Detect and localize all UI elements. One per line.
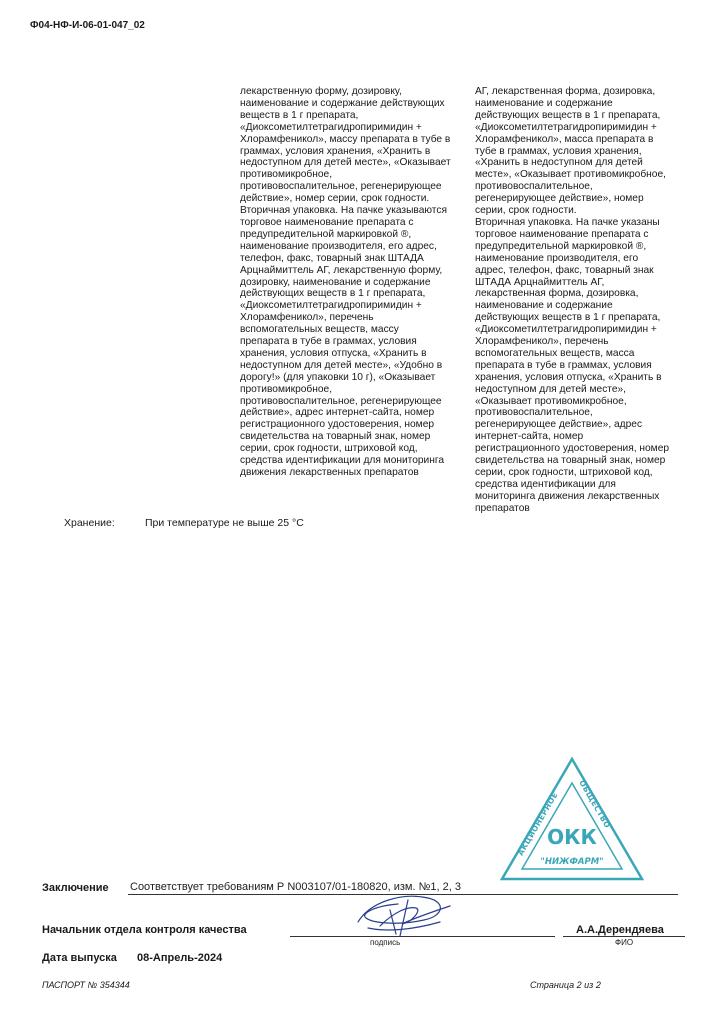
text-line: граммах, условия хранения, «Хранить в [240,145,431,157]
text-line: мониторинга движения лекарственных [475,490,660,502]
text-line: «Оказывает противомикробное, [475,395,627,407]
text-line: «Диоксометилтетрагидропиримидин + [240,300,422,312]
passport-number: ПАСПОРТ № 354344 [42,980,130,990]
qc-head-label: Начальник отдела контроля качества [42,924,247,936]
text-line: действующих веществ в 1 г препарата, [475,109,661,121]
okk-stamp [498,755,646,883]
storage-value: При температуре не выше 25 °С [145,517,304,529]
stamp-arc-left-text: АКЦИОНЕРНОЕ [515,790,560,858]
text-line: наименование и содержание [475,97,613,109]
text-line: АГ, лекарственная форма, дозировка, [475,86,656,97]
text-line: недоступном для детей месте», «Удобно в [240,359,443,371]
text-line: Вторичная упаковка. На пачке указываются [240,205,447,217]
text-line: «Диоксометилтетрагидропиримидин + [240,121,422,133]
text-line: наименование и содержание [475,300,613,312]
text-line: адрес, телефон, факс, товарный знак [475,264,654,276]
text-line: регенерирующее действие», адрес [475,419,643,431]
text-line: противовоспалительное, регенерирующее [240,181,442,193]
text-line: телефон, факс, товарный знак ШТАДА [240,252,424,264]
name-caption: ФИО [615,938,634,947]
stamp-arc-right-text: ОБЩЕСТВО [577,778,613,830]
text-line: «Хранить в недоступном для детей [475,157,643,169]
text-line: торговое наименование препарата с [475,228,649,240]
text-line: противомикробное, [240,169,333,181]
text-line: действие», номер серии, срок годности. [240,193,430,205]
release-date-label: Дата выпуска [42,952,117,964]
text-line: регенерирующее действие», номер [475,193,644,205]
text-line: лекарственная форма, дозировка, [475,288,639,300]
stamp-center-text: ОКК [547,825,597,849]
text-line: торговое наименование препарата с [240,216,414,228]
text-line: Хлорамфеникол», масса препарата в [475,133,654,145]
text-line: Хлорамфеникол», массу препарата в тубе в [240,133,451,145]
text-line: серии, срок годности, штриховой код, [475,467,653,478]
text-line: препарата в тубе в граммах, условия [475,359,652,371]
text-line: недоступном для детей месте», [475,383,627,395]
text-line: серии, срок годности, штриховой код, [240,443,418,455]
text-line: действующих веществ в 1 г препарата, [475,312,661,324]
text-line: веществ в 1 г препарата, [240,109,359,121]
text-line: противомикробное, [240,383,333,395]
text-line: свидетельства на товарный знак, номер [240,431,431,443]
text-line: регистрационного удостоверения, номер [240,419,435,431]
text-line: ШТАДА Арцнаймиттель АГ, [475,276,605,288]
text-line: предупредительной маркировкой ®, [475,240,647,252]
text-line: «Диоксометилтетрагидропиримидин + [475,121,657,133]
text-line: средства идентификации для мониторинга [240,455,445,467]
text-line: наименование производителя, его [475,252,639,264]
document-code: Ф04-НФ-И-06-01-047_02 [30,20,145,31]
text-line: дозировку, наименование и содержание [240,276,431,288]
text-line: регистрационного удостоверения, номер [475,443,670,455]
text-line: хранения, условия отпуска, «Хранить в [240,347,427,359]
text-line: препаратов [475,502,530,514]
release-date: 08-Апрель-2024 [137,952,223,964]
conclusion-value: Соответствует требованиям Р N003107/01-180820, изм. №1, 2, 3 [130,881,461,893]
text-line: противовоспалительное, [475,181,593,193]
text-line: тубе в граммах, условия хранения, [475,145,642,157]
conclusion-label: Заключение [42,882,109,894]
text-line: хранения, условия отпуска, «Хранить в [475,371,662,383]
text-line: препарата в тубе в граммах, условия [240,336,417,348]
text-line: месте», «Оказывает противомикробное, [475,169,666,181]
text-line: дорогу!» (для упаковки 10 г), «Оказывает [240,371,436,383]
text-line: «Диоксометилтетрагидропиримидин + [475,324,657,336]
text-line: серии, срок годности. [475,205,577,217]
signer-name: А.А.Дерендяева [576,924,664,936]
composition-text-left [240,86,451,479]
text-line: действие», адрес интернет-сайта, номер [240,407,435,419]
signature-caption: подпись [370,938,401,947]
text-line: свидетельства на товарный знак, номер [475,455,666,467]
text-line: вспомогательных веществ, массу [240,324,399,336]
name-line [563,936,685,937]
text-line: Хлорамфеникол», перечень [240,312,374,324]
page-number: Страница 2 из 2 [530,980,601,990]
text-line: вспомогательных веществ, масса [475,347,635,359]
composition-text-right [475,86,669,515]
text-line: противовоспалительное, [475,407,593,419]
text-line: лекарственную форму, дозировку, [240,86,402,97]
handwritten-signature [350,888,455,940]
text-line: предупредительной маркировкой ®, [240,228,412,240]
text-line: Хлорамфеникол», перечень [475,336,609,348]
text-line: движения лекарственных препаратов [240,467,419,478]
text-line: противовоспалительное, регенерирующее [240,395,442,407]
text-line: наименование и содержание действующих [240,97,445,109]
text-line: Арцнаймиттель АГ, лекарственную форму, [240,264,443,276]
text-line: интернет-сайта, номер [475,431,584,443]
storage-label: Хранение: [64,517,115,529]
text-line: средства идентификации для [475,478,616,490]
text-line: недоступном для детей месте», «Оказывает [240,157,451,169]
text-line: Вторичная упаковка. На пачке указаны [475,216,660,228]
stamp-bottom-text: "НИЖФАРМ" [540,857,604,867]
text-line: наименование производителя, его адрес, [240,240,437,252]
text-line: действующих веществ в 1 г препарата, [240,288,426,300]
